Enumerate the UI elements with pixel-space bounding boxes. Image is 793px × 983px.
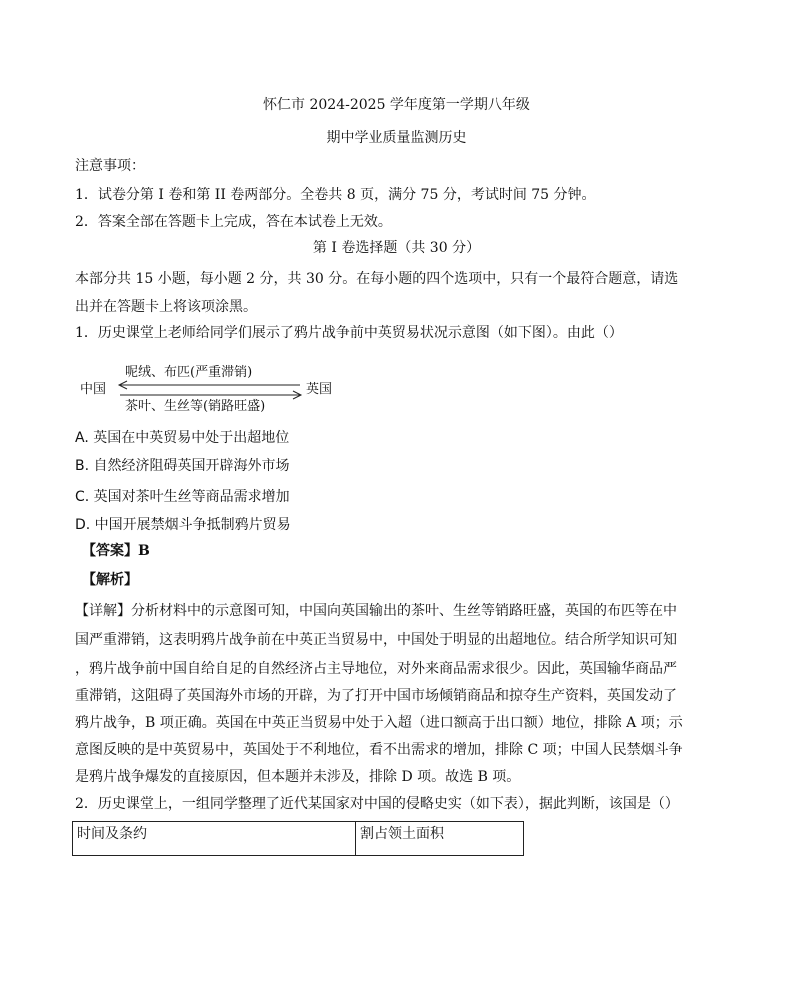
detail-line: 重滞销，这阻碍了英国海外市场的开辟，为了打开中国市场倾销商品和掠夺生产资料，英国发动了 [75, 688, 677, 704]
diagram-top-label: 呢绒、布匹(严重滞销) [125, 365, 253, 380]
notice-item-1: 1．试卷分第 I 卷和第 II 卷两部分。全卷共 8 页，满分 75 分，考试时间 75 分钟。 [75, 187, 596, 203]
table-header-cell: 割占领土面积 [356, 822, 524, 856]
question-2-stem: 2．历史课堂上，一组同学整理了近代某国家对中国的侵略史实（如下表），据此判断，该国是（） [75, 796, 679, 812]
option-d: D. 中国开展禁烟斗争抵制鸦片贸易 [75, 517, 291, 533]
option-b: B. 自然经济阻碍英国开辟海外市场 [75, 458, 290, 474]
diagram-china-label: 中国 [80, 382, 107, 397]
notice-item-2: 2．答案全部在答题卡上完成，答在本试卷上无效。 [75, 214, 392, 230]
section-heading: 第 I 卷选择题（共 30 分） [312, 240, 481, 256]
table-header-row [73, 822, 524, 856]
detail-line: 是鸦片战争爆发的直接原因，但本题并未涉及，排除 D 项。故选 B 项。 [75, 769, 521, 785]
exam-title-line2: 期中学业质量监测历史 [326, 130, 467, 146]
answer-label: 【答案】B [82, 543, 150, 559]
exam-title-line1: 怀仁市 2024-2025 学年度第一学期八年级 [263, 97, 530, 113]
section-intro-line1: 本部分共 15 小题，每小题 2 分，共 30 分。在每小题的四个选项中，只有一个最符合题意，请选 [75, 271, 679, 287]
trade-arrows [115, 379, 305, 401]
question-1-stem: 1．历史课堂上老师给同学们展示了鸦片战争前中英贸易状况示意图（如下图）。由此（） [75, 325, 623, 341]
detail-line: ，鸦片战争前中国自给自足的自然经济占主导地位，对外来商品需求很少。因此，英国输华商品严 [75, 661, 677, 677]
option-a: A. 英国在中英贸易中处于出超地位 [75, 430, 290, 446]
notice-heading: 注意事项： [75, 158, 145, 174]
diagram-bottom-label: 茶叶、生丝等(销路旺盛) [125, 399, 266, 414]
diagram-britain-label: 英国 [306, 382, 333, 397]
table-header-cell: 时间及条约 [73, 822, 356, 856]
detail-line: 鸦片战争，B 项正确。英国在中英正当贸易中处于入超（进口额高于出口额）地位，排除 A 项；示 [75, 715, 683, 731]
detail-line: 意图反映的是中英贸易中，英国处于不利地位，看不出需求的增加，排除 C 项；中国人民禁烟斗争 [75, 742, 683, 758]
section-intro-line2: 出并在答题卡上将该项涂黑。 [75, 299, 257, 315]
question-2-table [72, 821, 524, 856]
analysis-label: 【解析】 [82, 572, 138, 588]
detail-line: 【详解】分析材料中的示意图可知，中国向英国输出的茶叶、生丝等销路旺盛，英国的布匹等在中 [75, 603, 677, 619]
detail-line: 国严重滞销，这表明鸦片战争前在中英正当贸易中，中国处于明显的出超地位。结合所学知识可知 [75, 632, 677, 648]
option-c: C. 英国对茶叶生丝等商品需求增加 [75, 489, 290, 505]
trade-diagram [80, 365, 340, 415]
